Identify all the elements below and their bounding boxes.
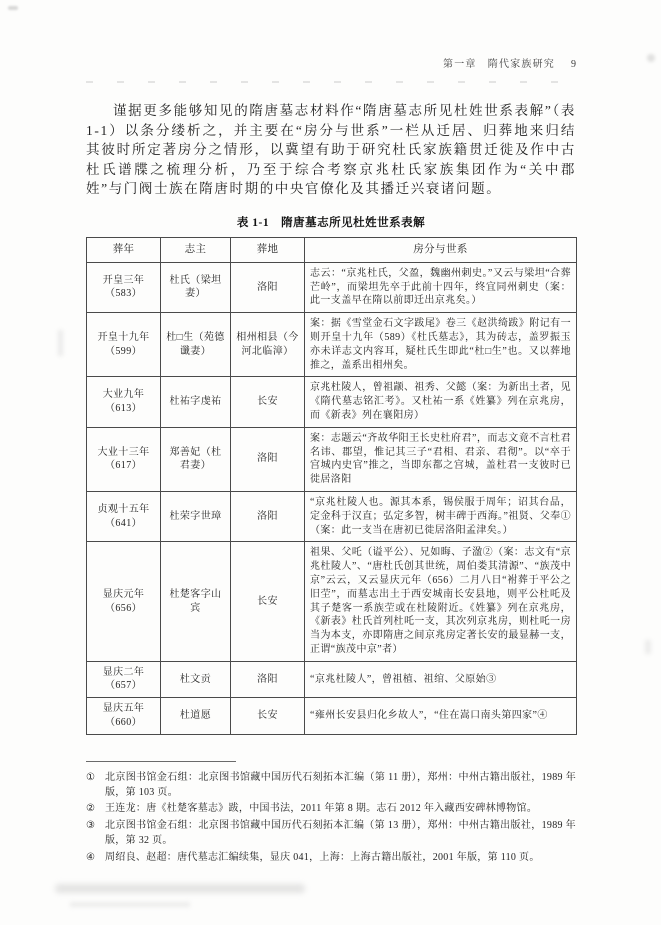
page-number: 9	[571, 59, 576, 70]
table-title	[86, 214, 576, 230]
scan-artifact	[645, 640, 651, 654]
cell-year: 贞观十五年（641）	[87, 491, 161, 541]
footnote-marker: ④	[86, 851, 96, 863]
cell-lineage: “京兆杜陵人也。源其本系，锡侯服于周年；诏其台品，定金科于汉直；弘定多智，树丰碑于西海。”祖贤、父奉①（案：此一支当在唐初已徙居洛阳孟津矣。）	[305, 491, 577, 541]
cell-subject: 杜祐字虔祐	[161, 377, 231, 427]
cell-year: 大业九年（613）	[87, 377, 161, 427]
footnote-text: 王连龙：唐《杜楚客墓志》跋，中国书法，2011 年第 8 期。志石 2012 年入藏西安碑林博物馆。	[105, 803, 538, 815]
cell-place: 洛阳	[231, 262, 305, 312]
footnote-item	[86, 819, 576, 849]
cell-place: 长安	[231, 377, 305, 427]
cell-place: 长安	[231, 542, 305, 661]
cell-subject: 郑善妃（杜君妻）	[161, 427, 231, 491]
cell-lineage: “雍州长安县归化乡故人”，“住在嵩口南头第四家”④	[305, 698, 577, 735]
table-title-label: 表 1-1	[236, 216, 270, 229]
cell-lineage: 志云：“京兆杜氏，父盈，魏幽州刺史。”又云与梁坦“合葬芒岭”，而梁坦先卒于此前十四年，终宜同州刺史（案：此一支盖早在隋以前即迁出京兆矣。）	[305, 262, 577, 312]
table-row	[87, 313, 577, 377]
cell-year: 显庆元年（656）	[87, 542, 161, 661]
table-row	[87, 542, 577, 661]
footnote-block	[86, 761, 576, 866]
cell-year: 显庆二年（657）	[87, 661, 161, 698]
scan-artifact	[70, 902, 190, 907]
cell-subject: 杜荣字世璋	[161, 491, 231, 541]
intro-paragraph: 谨据更多能够知见的隋唐墓志材料作“隋唐墓志所见杜姓世系表解”（表 1-1）以条分缕析之，并主要在“房分与世系”一栏从迁居、归葬地来归结其彼时所定著房分之情形，以冀望有助于研究杜氏家族籍贯迁徙及作中古杜氏谱牒之梳理分析，乃至于综合考察京兆杜氏家族集团作为“关中郡姓”与门阀士族在隋唐时期的中央官僚化及其播迁兴衰诸问题。	[86, 103, 576, 197]
column-header-place: 葬地	[231, 237, 305, 262]
cell-place: 洛阳	[231, 661, 305, 698]
table-row	[87, 262, 577, 312]
chapter-title: 第一章 隋代家族研究	[443, 59, 555, 70]
footnote-item	[86, 851, 576, 866]
column-header-year: 葬年	[87, 237, 161, 262]
cell-subject: 杜文贡	[161, 661, 231, 698]
footnote-marker: ①	[86, 771, 96, 783]
table-row	[87, 661, 577, 698]
page-content	[86, 0, 576, 868]
table-row	[87, 698, 577, 735]
scan-artifact	[55, 884, 305, 893]
cell-place: 长安	[231, 698, 305, 735]
genealogy-table	[86, 237, 577, 735]
column-header-lineage: 房分与世系	[305, 237, 577, 262]
cell-lineage: 祖果、父吒（谥平公）、兄如晦、子溋②（案：志文有“京兆杜陵人”、“唐杜氏创其世统，周伯娄其清源”、“族茂中京”云云，又云显庆元年（656）二月八日“袝葬于平公之旧茔”，而墓志出土于西安城南长安县地，则平公杜吒及其子楚客一系族茔或在杜陵附近。《姓纂》列在京兆房，《新表》杜氏首列杜吒一支，其次列京兆房，则杜吒一房当为本支，亦即隋唐之间京兆房定著长安的最显赫一支，正谓“族茂中京”者）	[305, 542, 577, 661]
footnote-item	[86, 771, 576, 801]
cell-year: 大业十三年（617）	[87, 427, 161, 491]
cell-year: 显庆五年（660）	[87, 698, 161, 735]
table-title-text: 隋唐墓志所见杜姓世系表解	[281, 216, 426, 229]
footnote-marker: ③	[86, 820, 96, 832]
column-header-subject: 志主	[161, 237, 231, 262]
table-header-row	[87, 237, 577, 262]
cell-place: 洛阳	[231, 491, 305, 541]
footnote-text: 北京图书馆金石组：北京图书馆藏中国历代石刻拓本汇编（第 11 册），郑州：中州古籍出版社，1989 年版，第 103 页。	[105, 771, 576, 798]
cell-lineage: 京兆杜陵人，曾祖颛、祖秀、父懿（案：为新出土者，见《隋代墓志铭汇考》。又杜祐一系《姓纂》列在京兆房，而《新表》列在襄阳房）	[305, 377, 577, 427]
cell-subject: 杜氏（梁坦妻）	[161, 262, 231, 312]
cell-place: 洛阳	[231, 427, 305, 491]
table-row	[87, 427, 577, 491]
cell-subject: 杜□生（苑德谶妻）	[161, 313, 231, 377]
scan-artifact	[647, 54, 655, 62]
cell-lineage: 案：志题云“齐故华阳王长史杜府君”，而志文竟不言杜君名讳、郡望，惟记其三子“君相、君亲、君彻”。以“卒于宫城内史官”推之，当即东都之宫城，盖杜君一支彼时已徙居洛阳	[305, 427, 577, 491]
running-head	[86, 55, 576, 70]
table-row	[87, 491, 577, 541]
footnote-marker: ②	[86, 803, 96, 815]
cell-lineage: “京兆杜陵人”，曾祖植、祖绾、父原始③	[305, 661, 577, 698]
cell-year: 开皇三年（583）	[87, 262, 161, 312]
footnote-divider	[86, 761, 236, 762]
cell-subject: 杜道愿	[161, 698, 231, 735]
scan-artifact	[8, 6, 18, 10]
footnote-item	[86, 802, 576, 817]
header-rule	[86, 81, 576, 83]
footnote-text: 北京图书馆金石组：北京图书馆藏中国历代石刻拓本汇编（第 13 册），郑州：中州古籍出版社，1989 年版，第 32 页。	[105, 820, 576, 847]
table-row	[87, 377, 577, 427]
cell-lineage: 案：据《雪堂金石文字跋尾》卷三《赵洪绮跋》附记有一则开皇十九年（589）《杜氏墓志》，其为砖志，盖罗振玉亦未详志文内容耳，疑杜氏生即此“杜□生”也。又以葬地推之，盖系出相州矣。	[305, 313, 577, 377]
cell-subject: 杜楚客字山宾	[161, 542, 231, 661]
footnote-text: 周绍良、赵超：唐代墓志汇编续集，显庆 041，上海：上海古籍出版社，2001 年版，第 110 页。	[105, 851, 540, 863]
cell-place: 相州相县（今河北临漳）	[231, 313, 305, 377]
scan-artifact	[58, 330, 63, 356]
cell-year: 开皇十九年（599）	[87, 313, 161, 377]
